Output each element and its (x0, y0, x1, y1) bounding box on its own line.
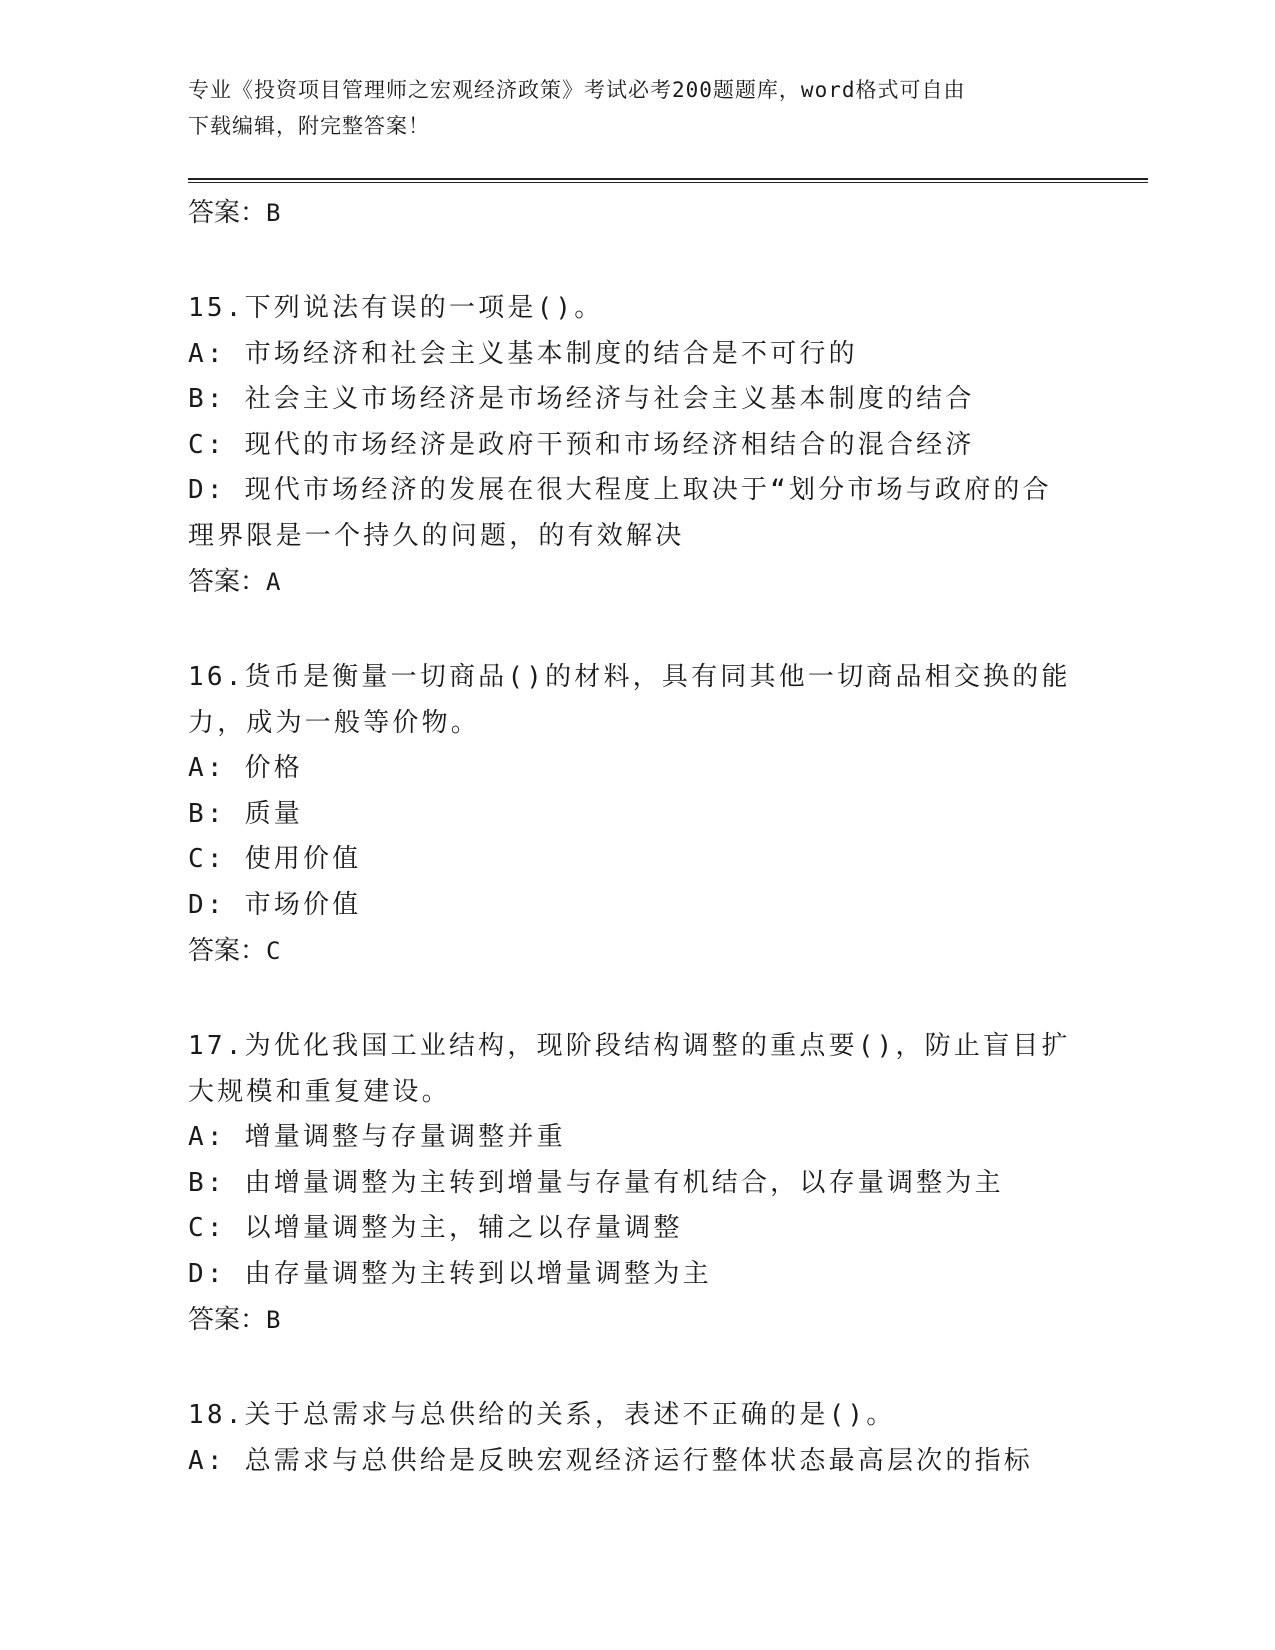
header-line-1: 专业《投资项目管理师之宏观经济政策》考试必考200题题库，word格式可自由 (188, 78, 966, 102)
option-item (188, 1161, 1078, 1207)
question-stem (188, 1024, 1078, 1115)
question-text: 下列说法有误的一项是()。 (244, 293, 604, 323)
option-letter: A: (188, 1122, 226, 1152)
question-block (188, 655, 1148, 974)
header-line-2: 下载编辑，附完整答案！ (188, 114, 430, 138)
option-item (188, 1206, 1078, 1252)
option-text: 社会主义市场经济是市场经济与社会主义基本制度的结合 (244, 384, 975, 414)
answer-label: 答案： (188, 198, 267, 228)
answer-value: B (266, 1306, 281, 1334)
answer-label: 答案： (188, 936, 267, 966)
header-divider (188, 178, 1148, 183)
question-block (188, 286, 1148, 605)
question-stem (188, 286, 1078, 332)
option-text: 由增量调整为主转到增量与存量有机结合，以存量调整为主 (244, 1167, 1004, 1198)
answer-label: 答案： (188, 567, 267, 597)
option-item (188, 883, 1078, 929)
option-text: 以增量调整为主，辅之以存量调整 (244, 1213, 683, 1243)
option-text: 使用价值 (244, 844, 362, 874)
option-text: 市场价值 (244, 889, 362, 920)
option-item (188, 1252, 1078, 1298)
question-text: 货币是衡量一切商品()的材料，具有同其他一切商品相交换的能力，成为一般等价物。 (188, 662, 1071, 738)
option-text: 市场经济和社会主义基本制度的结合是不可行的 (244, 338, 858, 369)
option-letter: B: (188, 1167, 226, 1198)
option-letter: B: (188, 384, 226, 414)
answer-value: C (266, 937, 281, 965)
question-number: 18. (188, 1400, 245, 1430)
option-letter: C: (188, 1213, 226, 1243)
questions-container (188, 286, 1148, 1484)
option-letter: A: (188, 753, 226, 783)
option-text: 价格 (244, 753, 303, 783)
option-letter: A: (188, 1445, 226, 1476)
document-header (188, 72, 1088, 144)
question-text: 为优化我国工业结构，现阶段结构调整的重点要()，防止盲目扩大规模和重复建设。 (188, 1031, 1071, 1107)
option-letter: A: (188, 338, 226, 369)
option-letter: D: (188, 1258, 226, 1289)
answer-line (188, 1297, 1148, 1343)
option-letter: D: (188, 889, 226, 920)
answer-value: B (266, 199, 281, 227)
answer-line (188, 928, 1148, 974)
question-number: 15. (188, 293, 245, 323)
question-stem (188, 1393, 1078, 1439)
question-number: 16. (188, 662, 245, 692)
option-item (188, 423, 1078, 469)
option-text: 由存量调整为主转到以增量调整为主 (244, 1258, 712, 1289)
option-text: 现代的市场经济是政府干预和市场经济相结合的混合经济 (244, 429, 975, 460)
option-text: 现代市场经济的发展在很大程度上取决于“划分市场与政府的合理界限是一个持久的问题，的有效解决 (188, 475, 1052, 551)
option-item (188, 1115, 1078, 1161)
option-item (188, 837, 1078, 883)
answer-value: A (266, 568, 281, 596)
option-item (188, 746, 1078, 792)
answer-label: 答案： (188, 1305, 267, 1335)
option-text: 总需求与总供给是反映宏观经济运行整体状态最高层次的指标 (244, 1445, 1033, 1476)
option-item (188, 377, 1078, 423)
question-number: 17. (188, 1031, 245, 1061)
question-list (188, 190, 1148, 1484)
answer-line (188, 190, 1148, 236)
option-item (188, 332, 1078, 378)
option-text: 增量调整与存量调整并重 (244, 1122, 566, 1152)
option-letter: C: (188, 844, 226, 874)
question-block (188, 1393, 1148, 1484)
option-letter: B: (188, 798, 226, 829)
option-letter: C: (188, 429, 226, 460)
option-item (188, 792, 1078, 838)
option-item (188, 468, 1078, 559)
question-stem (188, 655, 1078, 746)
answer-line (188, 559, 1148, 605)
option-text: 质量 (244, 798, 303, 829)
question-text: 关于总需求与总供给的关系，表述不正确的是()。 (244, 1400, 896, 1430)
option-item (188, 1439, 1078, 1485)
question-block (188, 1024, 1148, 1343)
option-letter: D: (188, 475, 226, 505)
